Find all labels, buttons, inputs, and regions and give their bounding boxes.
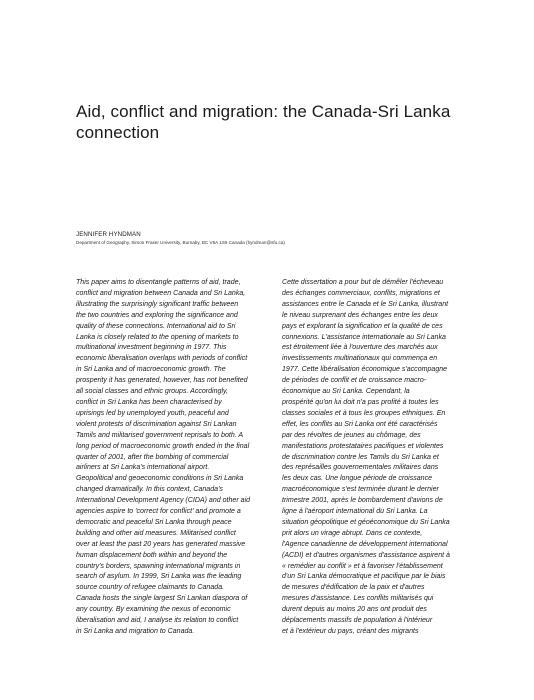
title-line: connection — [76, 123, 160, 142]
abstract-fr-line: investissements multinationaux qui commença en — [282, 355, 438, 363]
abstract-english — [76, 278, 272, 638]
abstract-french — [282, 278, 478, 638]
author-affiliation: Department of Geography, Simon Fraser University, Burnaby, BC V5A 1S6 Canada (hyndman@sfu.ca) — [76, 240, 285, 245]
abstract-fr-line: le niveau surprenant des échanges entre les deux — [282, 311, 438, 319]
abstract-en-line: airliners at Sri Lanka's international airport. — [76, 464, 210, 472]
abstract-fr-line: prit alors un virage abrupt. Dans ce contexte, — [282, 529, 423, 537]
abstract-en-line: uprisings led by unemployed youth, peaceful and — [76, 409, 229, 417]
abstract-fr-line: pays et explorant la signification et la qualité de ces — [282, 322, 443, 330]
abstract-fr-line: situation géopolitique et géoéconomique du Sri Lanka — [282, 518, 450, 526]
abstract-en-line: in Sri Lanka and of macroeconomic growth. The — [76, 366, 226, 374]
abstract-fr-line: des échanges commerciaux, conflits, migrations et — [282, 289, 440, 297]
abstract-en-line: agencies aspire to 'correct for conflict' and promote a — [76, 508, 241, 516]
abstract-en-line: This paper aims to disentangle patterns of aid, trade, — [76, 279, 241, 286]
abstract-en-line: violent protests of discrimination against Sri Lankan — [76, 420, 237, 428]
abstract-en-line: illustrating the surprisingly significant traffic between — [76, 300, 239, 308]
abstract-en-line: human displacement both within and beyond the — [76, 551, 228, 559]
abstract-fr-line: économique au Sri Lanka. Cependant, la — [282, 388, 410, 396]
abstract-fr-line: durent depuis au moins 20 ans ont produit des — [282, 606, 427, 614]
abstract-en-line: International Development Agency (CIDA) and other aid — [76, 497, 251, 505]
abstract-en-line: Canada hosts the single largest Sri Lankan diaspora of — [76, 595, 248, 603]
abstract-en-line: in Sri Lanka and migration to Canada. — [76, 628, 195, 635]
abstract-en-line: democratic and peaceful Sri Lanka through peace — [76, 518, 232, 526]
abstract-fr-line: déplacements massifs de population à l'intérieur — [282, 617, 433, 625]
abstract-en-line: changed dramatically. In this context, Canada's — [76, 486, 223, 494]
abstract-en-line: any country. By examining the nexus of economic — [76, 606, 231, 614]
abstract-fr-line: par des révoltes de jeunes au chômage, des — [282, 431, 421, 439]
abstract-en-line: the two countries and exploring the significance and — [76, 311, 238, 319]
abstract-en-line: Lanka is closely related to the opening of markets to — [76, 333, 239, 341]
abstract-fr-line: ligne à l'aéroport international du Sri Lanka. La — [282, 508, 428, 516]
abstract-en-line: multinational investment beginning in 1977. This — [76, 344, 227, 352]
abstract-fr-line: effet, les conflits au Sri Lanka ont été caractérisés — [282, 420, 438, 428]
abstract-fr-line: classes sociales et à tous les groupes ethniques. En — [282, 409, 446, 417]
abstract-en-line: over at least the past 20 years has generated massive — [76, 540, 246, 548]
abstract-fr-line: mesures d'assistance. Les conflits militarisés qui — [282, 595, 434, 603]
abstract-en-line: quarter of 2001, after the bombing of commercial — [76, 453, 229, 461]
abstract-en-line: conflict in Sri Lanka has been characterised by — [76, 398, 222, 406]
abstract-fr-line: trimestre 2001, après le bombardement d'avions de — [282, 497, 443, 505]
abstract-fr-line: de mesures d'édification de la paix et d'autres — [282, 584, 425, 592]
abstract-fr-line: manifestations protestataires pacifiques et violentes — [282, 442, 444, 450]
paper-title — [76, 101, 506, 143]
abstract-fr-line: d'un Sri Lanka démocratique et pacifique par le biais — [282, 573, 446, 581]
abstract-fr-line: « remédier au conflit » et à favoriser l'établissement — [282, 562, 443, 570]
abstract-fr-line: macroéconomique s'est terminée durant le dernier — [282, 486, 439, 494]
abstract-fr-line: 1977. Cette libéralisation économique s'accompagne — [282, 366, 448, 374]
abstract-fr-line: assistances entre le Canada et le Sri Lanka, illustrant — [282, 300, 449, 308]
abstract-fr-line: (ACDI) et d'autres organismes d'assistance aspirent à — [282, 551, 450, 559]
abstract-fr-line: connexions. L'assistance internationale au Sri Lanka — [282, 333, 446, 341]
abstract-fr-line: de périodes de conflit et de croissance macro- — [282, 377, 427, 385]
abstract-en-line: conflict and migration between Canada and Sri Lanka, — [76, 289, 246, 297]
abstract-en-line: Geopolitical and geoeconomic conditions in Sri Lanka — [76, 475, 244, 483]
abstract-en-line: quality of these connections. International aid to Sri — [76, 322, 236, 330]
abstract-fr-line: Cette dissertation a pour but de démêler l'écheveau — [282, 279, 444, 286]
abstract-en-line: source country of refugee claimants to Canada. — [76, 584, 225, 592]
title-line: Aid, conflict and migration: the Canada-Sri Lanka — [76, 102, 451, 121]
abstract-en-line: long period of macroeconomic growth ended in the final — [76, 442, 250, 450]
abstract-en-line: prosperity it has generated, however, has not benefited — [76, 377, 248, 385]
abstract-en-line: liberalisation and aid, I analyse its relation to conflict — [76, 617, 239, 625]
abstract-en-line: Tamils and militarised government reprisals to both. A — [76, 431, 244, 439]
abstract-en-line: all social classes and ethnic groups. Accordingly, — [76, 388, 228, 396]
abstract-en-line: building and other aid measures. Militarised conflict — [76, 529, 236, 537]
abstract-en-line: search of asylum. In 1999, Sri Lanka was the leading — [76, 573, 242, 581]
abstract-fr-line: prospérité qu'on lui doit n'a pas profité à toutes les — [282, 398, 439, 406]
abstract-fr-line: de discrimination contre les Tamils du Sri Lanka et — [282, 453, 439, 461]
abstract-fr-line: l'Agence canadienne de développement international — [282, 540, 448, 548]
author-name: JENNIFER HYNDMAN — [76, 231, 141, 238]
abstract-fr-line: des représailles gouvernementales militaires dans — [282, 464, 439, 472]
abstract-en-line: economic liberalisation overlaps with periods of conflict — [76, 355, 248, 363]
abstract-fr-line: et à l'extérieur du pays, créant des migrants — [282, 628, 419, 635]
abstract-fr-line: est étroitement liée à l'ouverture des marchés aux — [282, 344, 438, 352]
abstract-en-line: country's borders, spawning international migrants in — [76, 562, 241, 570]
abstract-fr-line: les deux cas. Une longue période de croissance — [282, 475, 433, 483]
